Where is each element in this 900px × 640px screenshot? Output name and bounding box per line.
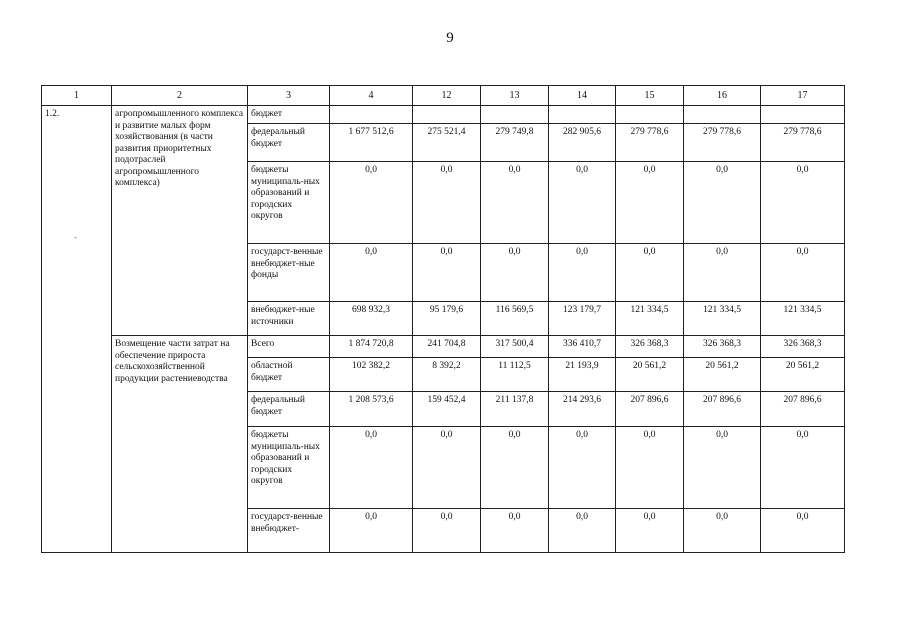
funding-source: бюджет [248, 106, 330, 124]
stray-mark: - [74, 232, 77, 242]
value-cell: 0,0 [616, 427, 684, 509]
value-cell: 0,0 [330, 162, 413, 244]
value-cell: 1 874 720,8 [330, 336, 413, 358]
value-cell: 317 500,4 [481, 336, 549, 358]
header-cell: 2 [112, 86, 248, 106]
value-cell: 0,0 [413, 244, 481, 302]
value-cell: 121 334,5 [761, 302, 845, 336]
value-cell: 0,0 [684, 509, 761, 553]
value-cell: 0,0 [330, 509, 413, 553]
page-number: 9 [446, 30, 454, 46]
funding-source: федеральный бюджет [248, 392, 330, 427]
header-cell: 17 [761, 86, 845, 106]
value-cell: 95 179,6 [413, 302, 481, 336]
value-cell: 102 382,2 [330, 358, 413, 392]
value-cell: 0,0 [481, 162, 549, 244]
header-cell: 3 [248, 86, 330, 106]
value-cell: 123 179,7 [549, 302, 616, 336]
value-cell [549, 106, 616, 124]
value-cell: 116 569,5 [481, 302, 549, 336]
value-cell: 0,0 [549, 427, 616, 509]
value-cell: 0,0 [549, 509, 616, 553]
header-cell: 15 [616, 86, 684, 106]
value-cell [330, 106, 413, 124]
header-cell: 12 [413, 86, 481, 106]
value-cell: 20 561,2 [684, 358, 761, 392]
value-cell: 8 392,2 [413, 358, 481, 392]
value-cell: 0,0 [761, 162, 845, 244]
value-cell: 326 368,3 [684, 336, 761, 358]
value-cell: 214 293,6 [549, 392, 616, 427]
value-cell: 207 896,6 [684, 392, 761, 427]
header-cell: 1 [42, 86, 112, 106]
value-cell: 0,0 [684, 427, 761, 509]
funding-source: государст-венные внебюджет-ные фонды [248, 244, 330, 302]
value-cell: 326 368,3 [616, 336, 684, 358]
item-description: агропромышленного комплекса и развитие малых форм хозяйствования (в части развития приоритетных подотраслей агропромышленного комплекса) [112, 106, 248, 336]
value-cell: 0,0 [330, 427, 413, 509]
value-cell: 0,0 [549, 244, 616, 302]
value-cell: 279 778,6 [616, 124, 684, 162]
value-cell: 326 368,3 [761, 336, 845, 358]
value-cell: 0,0 [413, 427, 481, 509]
value-cell [413, 106, 481, 124]
value-cell: 0,0 [481, 509, 549, 553]
value-cell: 279 749,8 [481, 124, 549, 162]
header-cell: 14 [549, 86, 616, 106]
table-row [42, 106, 845, 124]
value-cell: 0,0 [761, 244, 845, 302]
funding-source: государст-венные внебюджет- [248, 509, 330, 553]
value-cell: 0,0 [684, 244, 761, 302]
value-cell [684, 106, 761, 124]
item-number: 1.2. [42, 106, 112, 553]
funding-source: бюджеты муниципаль-ных образований и городских округов [248, 162, 330, 244]
funding-source: внебюджет-ные источники [248, 302, 330, 336]
header-cell: 4 [330, 86, 413, 106]
value-cell: 11 112,5 [481, 358, 549, 392]
value-cell: 211 137,8 [481, 392, 549, 427]
value-cell: 0,0 [481, 244, 549, 302]
value-cell: 121 334,5 [616, 302, 684, 336]
value-cell: 1 677 512,6 [330, 124, 413, 162]
funding-source: бюджеты муниципаль-ных образований и городских округов [248, 427, 330, 509]
funding-source: федеральный бюджет [248, 124, 330, 162]
header-row [42, 86, 845, 106]
funding-source: областной бюджет [248, 358, 330, 392]
value-cell: 21 193,9 [549, 358, 616, 392]
value-cell: 20 561,2 [761, 358, 845, 392]
header-cell: 16 [684, 86, 761, 106]
budget-table [41, 85, 845, 553]
subitem-description: Возмещение части затрат на обеспечение прироста сельскохозяйственной продукции растениеводства [112, 336, 248, 553]
value-cell: 20 561,2 [616, 358, 684, 392]
value-cell: 275 521,4 [413, 124, 481, 162]
value-cell: 0,0 [761, 509, 845, 553]
value-cell [481, 106, 549, 124]
value-cell: 0,0 [616, 244, 684, 302]
value-cell: 0,0 [684, 162, 761, 244]
value-cell: 0,0 [761, 427, 845, 509]
value-cell: 0,0 [413, 509, 481, 553]
value-cell: 0,0 [413, 162, 481, 244]
value-cell: 207 896,6 [761, 392, 845, 427]
header-cell: 13 [481, 86, 549, 106]
value-cell: 159 452,4 [413, 392, 481, 427]
value-cell [616, 106, 684, 124]
value-cell: 121 334,5 [684, 302, 761, 336]
value-cell: 698 932,3 [330, 302, 413, 336]
value-cell [761, 106, 845, 124]
value-cell: 0,0 [616, 162, 684, 244]
value-cell: 207 896,6 [616, 392, 684, 427]
table-row [42, 336, 845, 358]
value-cell: 0,0 [330, 244, 413, 302]
value-cell: 279 778,6 [684, 124, 761, 162]
value-cell: 336 410,7 [549, 336, 616, 358]
value-cell: 1 208 573,6 [330, 392, 413, 427]
value-cell: 279 778,6 [761, 124, 845, 162]
value-cell: 282 905,6 [549, 124, 616, 162]
funding-source: Всего [248, 336, 330, 358]
value-cell: 241 704,8 [413, 336, 481, 358]
value-cell: 0,0 [616, 509, 684, 553]
value-cell: 0,0 [549, 162, 616, 244]
value-cell: 0,0 [481, 427, 549, 509]
